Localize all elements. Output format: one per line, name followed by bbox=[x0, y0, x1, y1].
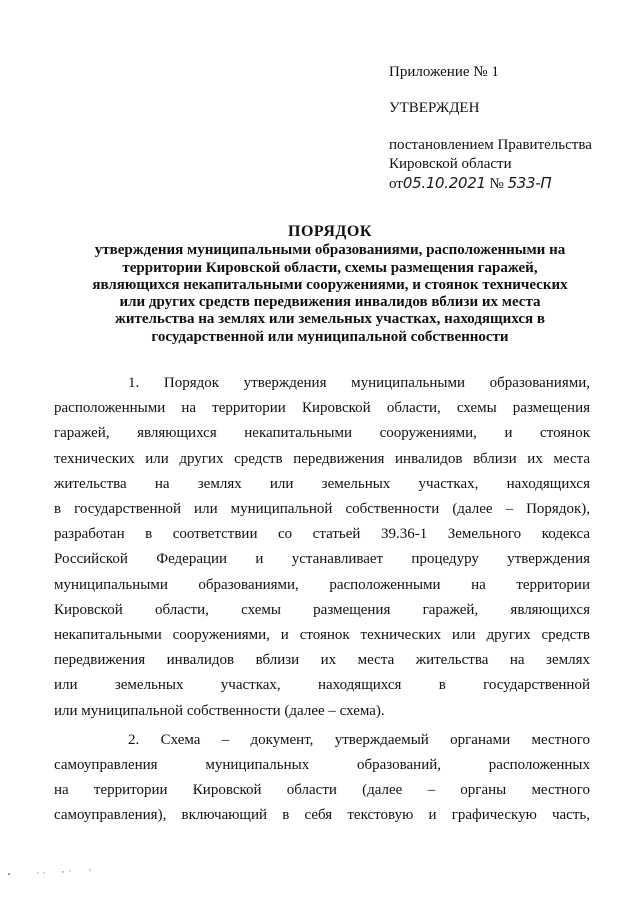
number-sign: № bbox=[489, 176, 504, 192]
appendix-label: Приложение № 1 bbox=[389, 64, 499, 80]
approved-label: УТВЕРЖДЕН bbox=[389, 100, 480, 116]
title-line: жительства на землях или земельных участках, находящихся в bbox=[114, 311, 546, 328]
title-line: являющихся некапитальными сооружениями, и стоянок технических bbox=[92, 276, 568, 293]
text-line: гаражей, являющихся некапитальными сооружениями, и стоянок bbox=[54, 425, 590, 442]
document-body bbox=[54, 371, 590, 829]
text-line: передвижения инвалидов вблизи их места жительства на землях bbox=[54, 652, 590, 669]
text-line: на территории Кировской области (далее – органы местного bbox=[54, 782, 590, 799]
handwritten-date: 05.10.2021 bbox=[402, 174, 486, 192]
text-line: или земельных участках, находящихся в государственной bbox=[54, 677, 590, 694]
title-line: государственной или муниципальной собственности bbox=[151, 328, 509, 345]
title-heading: ПОРЯДОК bbox=[288, 223, 372, 240]
handwritten-number: 533-П bbox=[507, 174, 552, 192]
text-line: 2. Схема – документ, утверждаемый органами местного bbox=[128, 731, 590, 748]
text-line: муниципальными образованиями, расположенными на территории bbox=[54, 576, 590, 593]
text-line: самоуправления), включающий в себя текстовую и графическую часть, bbox=[54, 807, 590, 824]
title-line: территории Кировской области, схемы размещения гаражей, bbox=[122, 259, 538, 276]
text-line: разработан в соответствии со статьей 39.36-1 Земельного кодекса bbox=[54, 526, 590, 543]
text-line: Кировской области, схемы размещения гаражей, являющихся bbox=[54, 601, 590, 618]
text-line: 1. Порядок утверждения муниципальными образованиями, bbox=[128, 375, 590, 391]
paragraph-1 bbox=[54, 371, 590, 724]
text-line: самоуправления муниципальных образований, расположенных bbox=[54, 757, 590, 774]
resolution-date-line bbox=[389, 174, 619, 194]
date-prefix: от bbox=[389, 176, 403, 192]
text-line: расположенными на территории Кировской области, схемы размещения bbox=[54, 400, 590, 417]
text-line: некапитальными сооружениями, и стоянок технических или других средств bbox=[54, 627, 590, 644]
approval-block bbox=[389, 63, 619, 194]
title-line: утверждения муниципальными образованиями, расположенными на bbox=[94, 242, 566, 259]
text-line: жительства на землях или земельных участках, находящихся bbox=[54, 475, 590, 492]
text-line: или муниципальной собственности (далее – схема). bbox=[54, 702, 385, 719]
paragraph-2 bbox=[54, 728, 590, 829]
document-title bbox=[70, 223, 590, 346]
text-line: Российской Федерации и устанавливает процедуру утверждения bbox=[54, 551, 590, 568]
scan-specks bbox=[0, 860, 120, 900]
resolution-line-2: Кировской области bbox=[389, 156, 512, 172]
resolution-line-1: постановлением Правительства bbox=[389, 137, 592, 153]
text-line: в государственной или муниципальной собственности (далее – Порядок), bbox=[54, 501, 590, 518]
title-line: или других средств передвижения инвалидов вблизи их места bbox=[119, 294, 541, 311]
text-line: технических или других средств передвижения инвалидов вблизи их места bbox=[54, 450, 590, 467]
